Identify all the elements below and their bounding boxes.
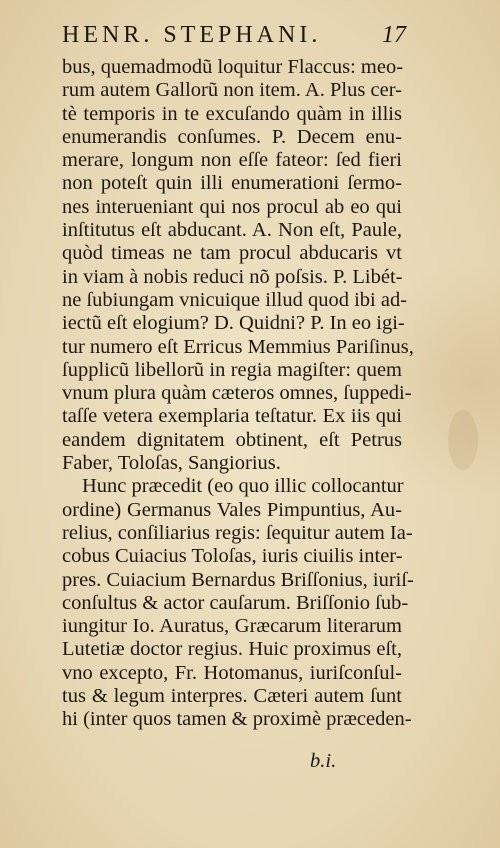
text-line: taſſe vetera exemplaria teſtatur. Ex iis qui <box>62 405 402 428</box>
text-line: relius, conſiliarius regis: ſequitur autem Ia- <box>62 521 413 544</box>
text-line: tus & legum interpres. Cæteri autem ſunt <box>62 685 402 708</box>
text-line: in viam à nobis reduci nõ poſsis. P. Libét- <box>62 265 403 288</box>
text-line: tè temporis in te excuſando quàm in illis <box>62 102 402 125</box>
text-line: enumerandis conſumes. P. Decem enu- <box>62 125 402 148</box>
text-line: inſtitutus eſt abducant. A. Non eſt, Paule, <box>62 219 402 242</box>
text-line: iectũ eſt elogium? D. Quidni? P. In eo igi- <box>62 312 405 335</box>
text-line: vnum plura quàm cæteros omnes, ſuppedi- <box>62 382 412 405</box>
text-line: Lutetiæ doctor regius. Huic proximus eſt, <box>62 638 402 661</box>
text-line: rum autem Gallorũ non item. A. Plus cer- <box>62 79 402 102</box>
text-line: Faber, Toloſas, Sangiorius. <box>62 452 281 475</box>
paper-stain <box>448 410 478 470</box>
text-line: ordine) Germanus Vales Pimpuntius, Au- <box>62 498 402 521</box>
text-line: pres. Cuiacium Bernardus Briſſonius, iuriſ- <box>62 568 414 591</box>
text-line: conſultus & actor cauſarum. Briſſonio ſub- <box>62 591 409 614</box>
text-line: eandem dignitatem obtinent, eſt Petrus <box>62 428 402 451</box>
body-text <box>62 56 414 732</box>
catchword: b.i. <box>310 750 337 772</box>
text-line: ſupplicũ libellorũ in regia magiſter: quem <box>62 358 402 381</box>
text-line: nes interueniant qui nos procul ab eo qui <box>62 195 402 218</box>
text-line: merare, longum non eſſe fateor: ſed fieri <box>62 149 402 172</box>
text-line: quòd timeas ne tam procul abducaris vt <box>62 242 402 265</box>
text-line: non poteſt quin illi enumerationi ſermo- <box>62 172 402 195</box>
text-line: tur numero eſt Erricus Memmius Pariſinus, <box>62 335 414 358</box>
page-number: 17 <box>382 22 406 48</box>
running-head: HENR. STEPHANI. <box>62 22 322 48</box>
page-header <box>62 22 404 52</box>
text-line: ne ſubiungam vnicuique illud quod ibi ad- <box>62 288 408 311</box>
text-line: cobus Cuiacius Toloſas, iuris ciuilis inter- <box>62 545 403 568</box>
text-line: hi (inter quos tamen & proximè præceden- <box>62 708 412 731</box>
text-line: iungitur Io. Auratus, Græcarum literarum <box>62 615 402 638</box>
text-line: bus, quemadmodũ loquitur Flaccus: meo- <box>62 56 404 78</box>
text-line: Hunc præcedit (eo quo illic collocantur <box>82 475 404 498</box>
text-line: vno excepto, Fr. Hotomanus, iuriſconſul- <box>62 661 402 684</box>
